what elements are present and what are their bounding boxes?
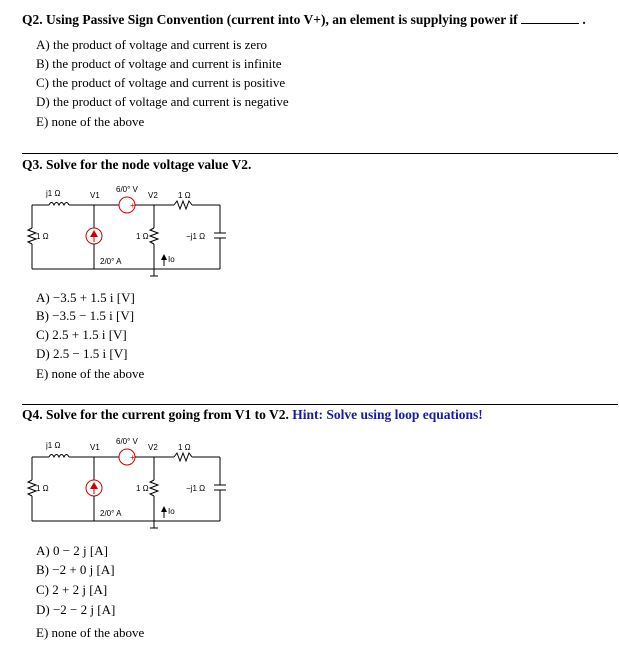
q3-option-a: A) −3.5 + 1.5 i [V] [36,290,135,305]
resistor-right-label: 1 Ω [178,443,191,452]
io-label: Io [168,507,175,516]
q4-circuit-diagram [24,432,244,534]
q4-option-a: A) 0 − 2 j [A] [36,543,108,558]
answer-blank [521,13,579,24]
resistor-right [174,201,192,209]
q3-title: Q3. Solve for the node voltage value V2. [22,157,252,172]
v2-label: V2 [148,191,158,200]
q4-option-b: B) −2 + 0 j [A] [36,562,115,577]
csource-label: 2/0° A [100,257,122,266]
q3-option-d: D) 2.5 − 1.5 i [V] [36,346,128,361]
resistor-right [174,453,192,461]
inductor [49,203,69,206]
csource-label: 2/0° A [100,509,122,518]
svg-text:+: + [130,453,135,462]
v1-label: V1 [90,443,100,452]
capacitor-label: −j1 Ω [186,484,206,493]
q3-option-c: C) 2.5 + 1.5 i [V] [36,327,127,342]
q2-title: Q2. Using Passive Sign Convention (current into V+), an element is supplying power if . [22,12,586,27]
q4-title: Q4. Solve for the current going from V1 to V2. Hint: Solve using loop equations! [22,407,483,422]
divider [22,404,618,405]
svg-text:+: + [130,201,135,210]
q2-option-d: D) the product of voltage and current is negative [36,94,289,109]
io-label: Io [168,255,175,264]
resistor-mid-label: 1 Ω [136,484,149,493]
vsource-label: 6/0° V [116,185,138,194]
resistor-mid [150,228,158,244]
v2-label: V2 [148,443,158,452]
inductor-label: j1 Ω [46,441,61,450]
q3-option-e: E) none of the above [36,366,145,381]
q4-option-e: E) none of the above [36,625,145,640]
q2-option-c: C) the product of voltage and current is positive [36,75,286,90]
resistor-mid [150,480,158,496]
resistor-right-label: 1 Ω [178,191,191,200]
q2-option-e: E) none of the above [36,114,145,129]
resistor-left-label: 1 Ω [36,232,49,241]
q4-option-c: C) 2 + 2 j [A] [36,582,108,597]
resistor-left [28,480,36,496]
q3-circuit-diagram [24,180,244,282]
q4-option-d: D) −2 − 2 j [A] [36,602,116,617]
resistor-left [28,228,36,244]
q3-option-b: B) −3.5 − 1.5 i [V] [36,308,135,323]
inductor-label: j1 Ω [46,189,61,198]
capacitor-label: −j1 Ω [186,232,206,241]
vsource-label: 6/0° V [116,437,138,446]
resistor-left-label: 1 Ω [36,484,49,493]
resistor-mid-label: 1 Ω [136,232,149,241]
divider [22,153,618,154]
v1-label: V1 [90,191,100,200]
q4-hint: Hint: Solve using loop equations! [292,407,483,422]
inductor [49,455,69,458]
q2-option-b: B) the product of voltage and current is infinite [36,56,282,71]
q2-option-a: A) the product of voltage and current is zero [36,37,268,52]
